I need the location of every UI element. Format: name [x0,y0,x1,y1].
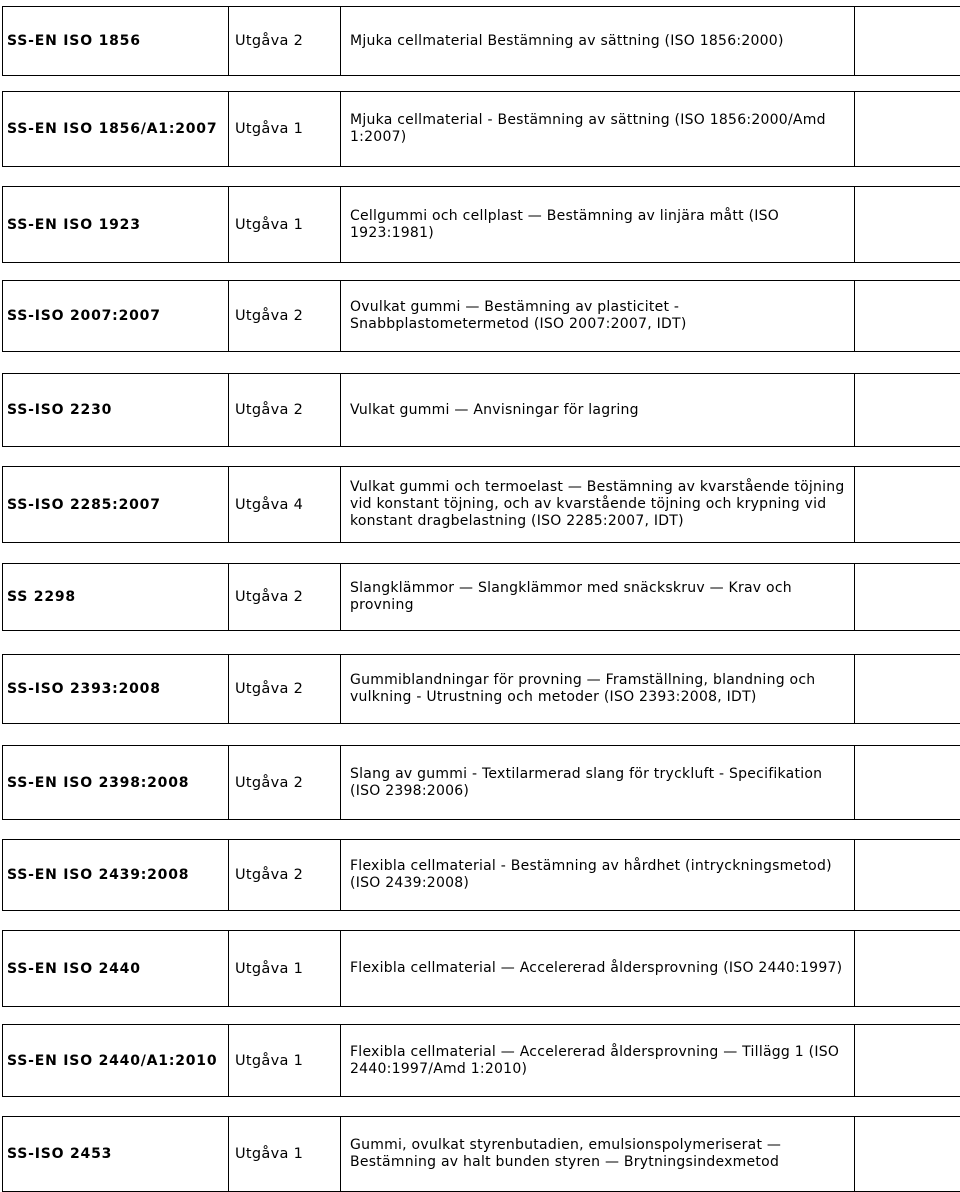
edition: Utgåva 1 [235,216,304,233]
empty-cell [855,6,960,76]
table-row [0,373,960,447]
standard-id: SS-EN ISO 2440 [7,960,141,977]
standard-title: Ovulkat gummi — Bestämning av plasticitet - Snabbplastometermetod (ISO 2007:2007, IDT) [350,299,687,332]
standard-id: SS-ISO 2453 [7,1146,113,1162]
standard-id: SS-ISO 2007:2007 [7,308,161,324]
edition: Utgåva 2 [235,774,304,791]
empty-cell [855,186,960,263]
table-row [0,466,960,543]
standard-id: SS-ISO 2285:2007 [7,496,161,513]
edition: Utgåva 4 [235,496,304,513]
standard-title: Gummiblandningar för provning — Framställning, blandning och vulkning - Utrustning och metoder (ISO 2393:2008, IDT) [350,672,816,705]
standard-id: SS-EN ISO 2440/A1:2010 [7,1052,218,1069]
standard-id: SS-EN ISO 1856 [7,33,141,49]
standard-id: SS-EN ISO 1923 [7,216,141,233]
edition: Utgåva 2 [235,308,304,324]
table-row [0,1024,960,1097]
standard-id: SS-EN ISO 2439:2008 [7,867,190,883]
standard-title: Vulkat gummi och termoelast — Bestämning av kvarstående töjning vid konstant töjning, och av kvarstående töjning och krypning vid konstant dragbelastning (ISO 2285:2007, IDT) [350,479,845,529]
edition: Utgåva 1 [235,1052,304,1069]
table-row [0,839,960,911]
empty-cell [855,745,960,820]
table-row [0,186,960,263]
edition: Utgåva 2 [235,33,304,49]
table-row [0,280,960,352]
standard-title: Flexibla cellmaterial - Bestämning av hårdhet (intryckningsmetod) (ISO 2439:2008) [350,858,832,891]
edition: Utgåva 2 [235,867,304,883]
standard-title: Flexibla cellmaterial — Accelererad åldersprovning (ISO 2440:1997) [350,960,843,976]
table-row [0,654,960,724]
table-row [0,6,960,76]
empty-cell [855,373,960,447]
empty-cell [855,654,960,724]
standard-title: Mjuka cellmaterial Bestämning av sättning (ISO 1856:2000) [350,32,784,49]
standard-title: Cellgummi och cellplast — Bestämning av linjära mått (ISO 1923:1981) [350,207,780,241]
standard-title: Mjuka cellmaterial - Bestämning av sättning (ISO 1856:2000/Amd 1:2007) [350,112,826,145]
edition: Utgåva 1 [235,1146,304,1162]
standard-title: Slangklämmor — Slangklämmor med snäckskruv — Krav och provning [350,580,792,613]
empty-cell [855,280,960,352]
standard-id: SS-EN ISO 2398:2008 [7,774,190,791]
empty-cell [855,930,960,1007]
table-row [0,563,960,631]
edition: Utgåva 2 [235,589,304,605]
empty-cell [855,839,960,911]
standard-title: Flexibla cellmaterial — Accelererad åldersprovning — Tillägg 1 (ISO 2440:1997/Amd 1:2010) [350,1043,840,1077]
table-row [0,1116,960,1192]
edition: Utgåva 2 [235,681,304,697]
standard-title: Vulkat gummi — Anvisningar för lagring [350,401,639,418]
edition: Utgåva 2 [235,402,304,418]
empty-cell [855,91,960,167]
standard-id: SS-ISO 2393:2008 [7,681,161,697]
edition: Utgåva 1 [235,121,304,137]
edition: Utgåva 1 [235,960,304,977]
table-row [0,930,960,1007]
standard-id: SS 2298 [7,589,76,605]
empty-cell [855,1024,960,1097]
empty-cell [855,563,960,631]
standard-id: SS-ISO 2230 [7,402,113,418]
table-row [0,745,960,820]
empty-cell [855,1116,960,1192]
standard-id: SS-EN ISO 1856/A1:2007 [7,121,218,137]
standard-title: Slang av gummi - Textilarmerad slang för tryckluft - Specifikation (ISO 2398:2006) [350,765,823,799]
table-row [0,91,960,167]
standard-title: Gummi, ovulkat styrenbutadien, emulsionspolymeriserat — Bestämning av halt bunden styren — Brytningsindexmetod [350,1137,782,1170]
empty-cell [855,466,960,543]
